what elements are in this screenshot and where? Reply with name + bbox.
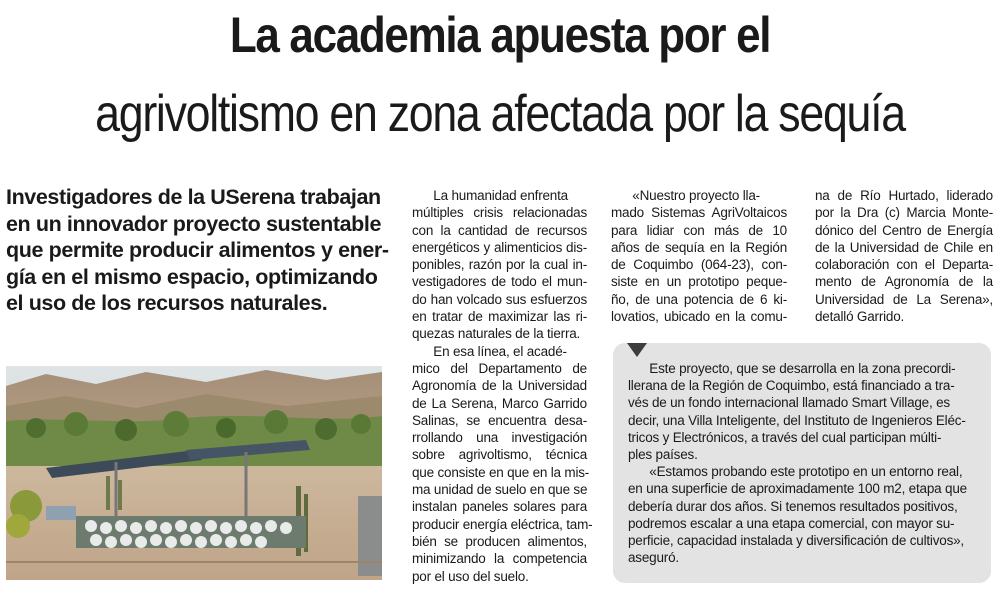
lead-line: Investigadores de la USerena trabajan bbox=[6, 185, 381, 209]
quote-box bbox=[613, 343, 991, 583]
headline-line-1: La academia apuesta por el bbox=[229, 7, 771, 63]
text-line: con la cantidad de recursos bbox=[412, 222, 587, 238]
text-line: que consiste en que en la mis- bbox=[412, 464, 590, 480]
text-line: ples países. bbox=[628, 447, 698, 463]
text-line: de la Universidad de Chile en bbox=[815, 239, 993, 255]
lead-line: en un innovador proyecto sustentable bbox=[6, 211, 382, 236]
text-line: vés de un fondo internacional llamado Smart Village, es bbox=[628, 395, 950, 411]
text-line: sobre agrivoltismo, técnica bbox=[412, 447, 587, 463]
solar-farm-illustration bbox=[6, 366, 382, 580]
text-line: siste en un prototipo peque- bbox=[611, 274, 787, 290]
text-line: ma unidad de suelo en que se bbox=[412, 482, 588, 498]
text-line: años de sequía en la Región bbox=[611, 239, 787, 255]
text-line: ponibles, razón por la cual in- bbox=[412, 257, 587, 273]
quote-box-text bbox=[628, 360, 984, 566]
triangle-marker-icon bbox=[627, 343, 647, 357]
text-line: en una superficie de aproximadamente 100 m2, etapa que bbox=[628, 481, 967, 497]
text-line: minimizando la competencia bbox=[412, 551, 587, 567]
text-line: La humanidad enfrenta bbox=[412, 188, 568, 203]
text-line: en tratar de maximizar las ri- bbox=[412, 309, 587, 325]
lead-paragraph bbox=[6, 184, 389, 317]
solar-farm-photo bbox=[6, 366, 382, 580]
headline-line-2: agrivoltismo en zona afectada por la sequía bbox=[95, 85, 905, 143]
text-line: bién se producen alimentos, bbox=[412, 533, 587, 549]
lead-line: gía en el mismo espacio, optimizando bbox=[6, 264, 378, 289]
text-line: En esa línea, el acadé- bbox=[412, 343, 567, 359]
text-line: aseguró. bbox=[628, 550, 679, 566]
text-line: Agronomía de la Universidad bbox=[412, 378, 587, 394]
text-line: múltiples crisis relacionadas bbox=[412, 205, 587, 221]
text-line: «Nuestro proyecto lla- bbox=[611, 188, 760, 203]
text-line: llerana de la Región de Coquimbo, está financiado a tra- bbox=[628, 378, 955, 394]
lead-line: que permite producir alimentos y ener- bbox=[6, 238, 389, 262]
text-line: mado Sistemas AgriVoltaicos bbox=[611, 205, 787, 221]
text-line: do han volcado sus esfuerzos bbox=[412, 291, 587, 307]
text-line: mento de Agronomía de la bbox=[815, 274, 993, 290]
text-line: vestigadores de todo el mun- bbox=[412, 274, 587, 290]
text-line: de Coquimbo (064-23), con- bbox=[611, 257, 787, 273]
text-line: Este proyecto, que se desarrolla en la zona precordi- bbox=[628, 361, 956, 376]
text-line: colaboración con el Departa- bbox=[815, 257, 993, 273]
text-line: detalló Garrido. bbox=[815, 309, 905, 325]
text-line: «Estamos probando este prototipo en un entorno real, bbox=[628, 464, 963, 480]
text-line: por la Dra (c) Marcia Monte- bbox=[815, 205, 993, 221]
text-line: decir, una Villa Inteligente, del Instituto de Ingenieros Eléc- bbox=[628, 412, 966, 428]
text-line: energéticos y alimenticios dis- bbox=[412, 239, 587, 255]
lead-line: el uso de los recursos naturales. bbox=[6, 291, 328, 315]
text-line: na de Río Hurtado, liderado bbox=[815, 188, 993, 203]
text-line: Salinas, se encuentra desa- bbox=[412, 412, 587, 428]
text-line: lovatios, ubicado en la comu- bbox=[611, 309, 787, 325]
text-line: de La Serena, Marco Garrido bbox=[412, 395, 587, 411]
text-line: quezas naturales de la tierra. bbox=[412, 326, 581, 342]
article-column-2 bbox=[611, 187, 787, 325]
text-line: Universidad de La Serena», bbox=[815, 291, 993, 307]
text-line: instalan paneles solares para bbox=[412, 499, 587, 515]
text-line: tricos y Electrónicos, a través del cual participan múlti- bbox=[628, 429, 942, 445]
text-line: producir energía eléctrica, tam- bbox=[412, 516, 593, 532]
article-column-3 bbox=[815, 187, 993, 325]
text-line: perficie, capacidad instalada y diversificación de cultivos», bbox=[628, 533, 964, 549]
text-line: podremos escalar a una etapa comercial, con mayor su- bbox=[628, 515, 955, 531]
text-line: dónico del Centro de Energía bbox=[815, 222, 993, 238]
text-line: para lidiar con más de 10 bbox=[611, 222, 787, 238]
text-line: debería durar dos años. Si tenemos resultados positivos, bbox=[628, 498, 958, 514]
text-line: rrollando una investigación bbox=[412, 430, 587, 446]
text-line: mico del Departamento de bbox=[412, 360, 587, 376]
article-column-1 bbox=[412, 187, 593, 585]
text-line: ño, de una potencia de 6 ki- bbox=[611, 291, 787, 307]
text-line: por el uso del suelo. bbox=[412, 568, 529, 584]
